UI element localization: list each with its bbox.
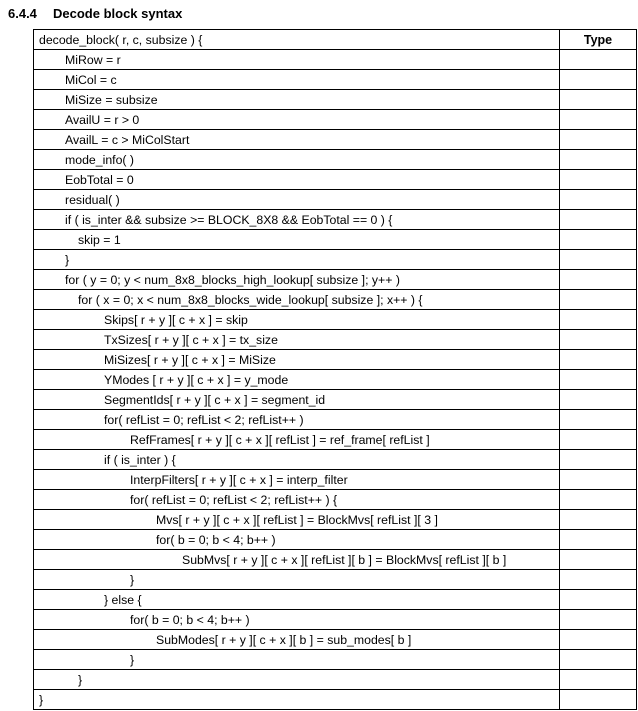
type-cell [560, 70, 637, 90]
syntax-line: InterpFilters[ r + y ][ c + x ] = interp_filter [130, 472, 348, 487]
code-cell [34, 390, 560, 410]
table-row [34, 530, 637, 550]
code-cell [34, 170, 560, 190]
type-cell [560, 350, 637, 370]
type-cell [560, 310, 637, 330]
type-cell [560, 370, 637, 390]
syntax-line: SubModes[ r + y ][ c + x ][ b ] = sub_modes[ b ] [156, 632, 412, 647]
code-cell [34, 590, 560, 610]
table-row [34, 550, 637, 570]
table-row [34, 430, 637, 450]
syntax-line: for( b = 0; b < 4; b++ ) [130, 612, 250, 627]
syntax-line: Mvs[ r + y ][ c + x ][ refList ] = BlockMvs[ refList ][ 3 ] [156, 512, 438, 527]
table-row [34, 170, 637, 190]
type-cell [560, 550, 637, 570]
syntax-line: } [130, 652, 135, 667]
code-cell [34, 670, 560, 690]
table-row [34, 250, 637, 270]
type-cell [560, 490, 637, 510]
type-cell [560, 150, 637, 170]
table-row [34, 410, 637, 430]
syntax-line: mode_info( ) [65, 152, 135, 167]
code-cell [34, 90, 560, 110]
syntax-line: if ( is_inter ) { [104, 452, 176, 467]
type-cell [560, 650, 637, 670]
type-cell [560, 50, 637, 70]
code-cell [34, 530, 560, 550]
code-cell [34, 310, 560, 330]
section-heading [8, 6, 182, 21]
table-row [34, 690, 637, 710]
table-row [34, 490, 637, 510]
code-cell [34, 570, 560, 590]
code-cell [34, 290, 560, 310]
type-cell [560, 590, 637, 610]
type-cell [560, 430, 637, 450]
syntax-line: RefFrames[ r + y ][ c + x ][ refList ] = ref_frame[ refList ] [130, 432, 430, 447]
table-row [34, 450, 637, 470]
code-cell [34, 630, 560, 650]
code-cell [34, 550, 560, 570]
syntax-line: for( refList = 0; refList < 2; refList++ ) { [130, 492, 338, 507]
syntax-line: MiSize = subsize [65, 92, 158, 107]
type-cell [560, 270, 637, 290]
code-cell [34, 230, 560, 250]
table-row [34, 70, 637, 90]
code-cell [34, 430, 560, 450]
table-header-row [34, 30, 637, 50]
syntax-table-body [34, 30, 637, 710]
code-cell [34, 450, 560, 470]
syntax-line: } [78, 672, 83, 687]
table-row [34, 310, 637, 330]
table-row [34, 650, 637, 670]
table-row [34, 290, 637, 310]
syntax-line: AvailL = c > MiColStart [65, 132, 190, 147]
syntax-line: for ( y = 0; y < num_8x8_blocks_high_lookup[ subsize ]; y++ ) [65, 272, 400, 287]
syntax-line: } [65, 252, 70, 267]
code-cell [34, 610, 560, 630]
type-cell [560, 470, 637, 490]
syntax-line: } [39, 692, 44, 707]
code-cell [34, 470, 560, 490]
type-cell [560, 170, 637, 190]
syntax-line: } [130, 572, 135, 587]
table-row [34, 370, 637, 390]
table-row [34, 90, 637, 110]
code-cell [34, 650, 560, 670]
syntax-line: SegmentIds[ r + y ][ c + x ] = segment_id [104, 392, 326, 407]
code-cell [34, 190, 560, 210]
type-cell [560, 90, 637, 110]
syntax-line: YModes [ r + y ][ c + x ] = y_mode [104, 372, 289, 387]
type-cell [560, 230, 637, 250]
code-cell [34, 250, 560, 270]
code-cell [34, 50, 560, 70]
syntax-line: Skips[ r + y ][ c + x ] = skip [104, 312, 248, 327]
table-row [34, 470, 637, 490]
type-cell [560, 190, 637, 210]
type-cell [560, 130, 637, 150]
table-row [34, 570, 637, 590]
type-cell [560, 250, 637, 270]
type-cell [560, 570, 637, 590]
syntax-line: AvailU = r > 0 [65, 112, 140, 127]
code-cell [34, 270, 560, 290]
type-cell [560, 530, 637, 550]
type-cell [560, 690, 637, 710]
type-cell [560, 210, 637, 230]
syntax-line: MiSizes[ r + y ][ c + x ] = MiSize [104, 352, 276, 367]
type-cell [560, 110, 637, 130]
table-row [34, 630, 637, 650]
type-cell [560, 450, 637, 470]
code-cell [34, 510, 560, 530]
syntax-line: decode_block( r, c, subsize ) { [39, 32, 203, 47]
table-row [34, 590, 637, 610]
syntax-line: for( refList = 0; refList < 2; refList++ ) [104, 412, 304, 427]
table-row [34, 210, 637, 230]
code-cell [34, 370, 560, 390]
table-row [34, 150, 637, 170]
code-cell [34, 70, 560, 90]
syntax-line: } else { [104, 592, 142, 607]
table-row [34, 110, 637, 130]
code-cell [34, 490, 560, 510]
table-row [34, 230, 637, 250]
table-row [34, 270, 637, 290]
code-cell [34, 130, 560, 150]
table-row [34, 190, 637, 210]
type-cell [560, 610, 637, 630]
type-cell [560, 510, 637, 530]
code-cell [34, 150, 560, 170]
code-cell [34, 210, 560, 230]
type-cell [560, 670, 637, 690]
syntax-line: SubMvs[ r + y ][ c + x ][ refList ][ b ] = BlockMvs[ refList ][ b ] [182, 552, 507, 567]
table-row [34, 350, 637, 370]
type-cell [560, 330, 637, 350]
code-cell [34, 110, 560, 130]
syntax-line: skip = 1 [78, 232, 121, 247]
syntax-line: MiCol = c [65, 72, 117, 87]
table-row [34, 510, 637, 530]
syntax-line: TxSizes[ r + y ][ c + x ] = tx_size [104, 332, 278, 347]
type-cell [560, 410, 637, 430]
type-column-header: Type [560, 30, 637, 50]
type-cell [560, 630, 637, 650]
table-row [34, 670, 637, 690]
syntax-line: residual( ) [65, 192, 120, 207]
type-cell [560, 390, 637, 410]
code-cell [34, 690, 560, 710]
table-row [34, 50, 637, 70]
syntax-line: EobTotal = 0 [65, 172, 134, 187]
table-row [34, 390, 637, 410]
code-cell [34, 350, 560, 370]
syntax-line: if ( is_inter && subsize >= BLOCK_8X8 && EobTotal == 0 ) { [65, 212, 393, 227]
section-title: Decode block syntax [53, 6, 183, 21]
table-row [34, 610, 637, 630]
syntax-line: for( b = 0; b < 4; b++ ) [156, 532, 276, 547]
code-cell [34, 30, 560, 50]
type-cell [560, 290, 637, 310]
table-row [34, 130, 637, 150]
syntax-line: for ( x = 0; x < num_8x8_blocks_wide_lookup[ subsize ]; x++ ) { [78, 292, 423, 307]
code-cell [34, 410, 560, 430]
section-number: 6.4.4 [8, 6, 37, 21]
syntax-table [33, 29, 637, 710]
table-row [34, 330, 637, 350]
syntax-line: MiRow = r [65, 52, 121, 67]
code-cell [34, 330, 560, 350]
